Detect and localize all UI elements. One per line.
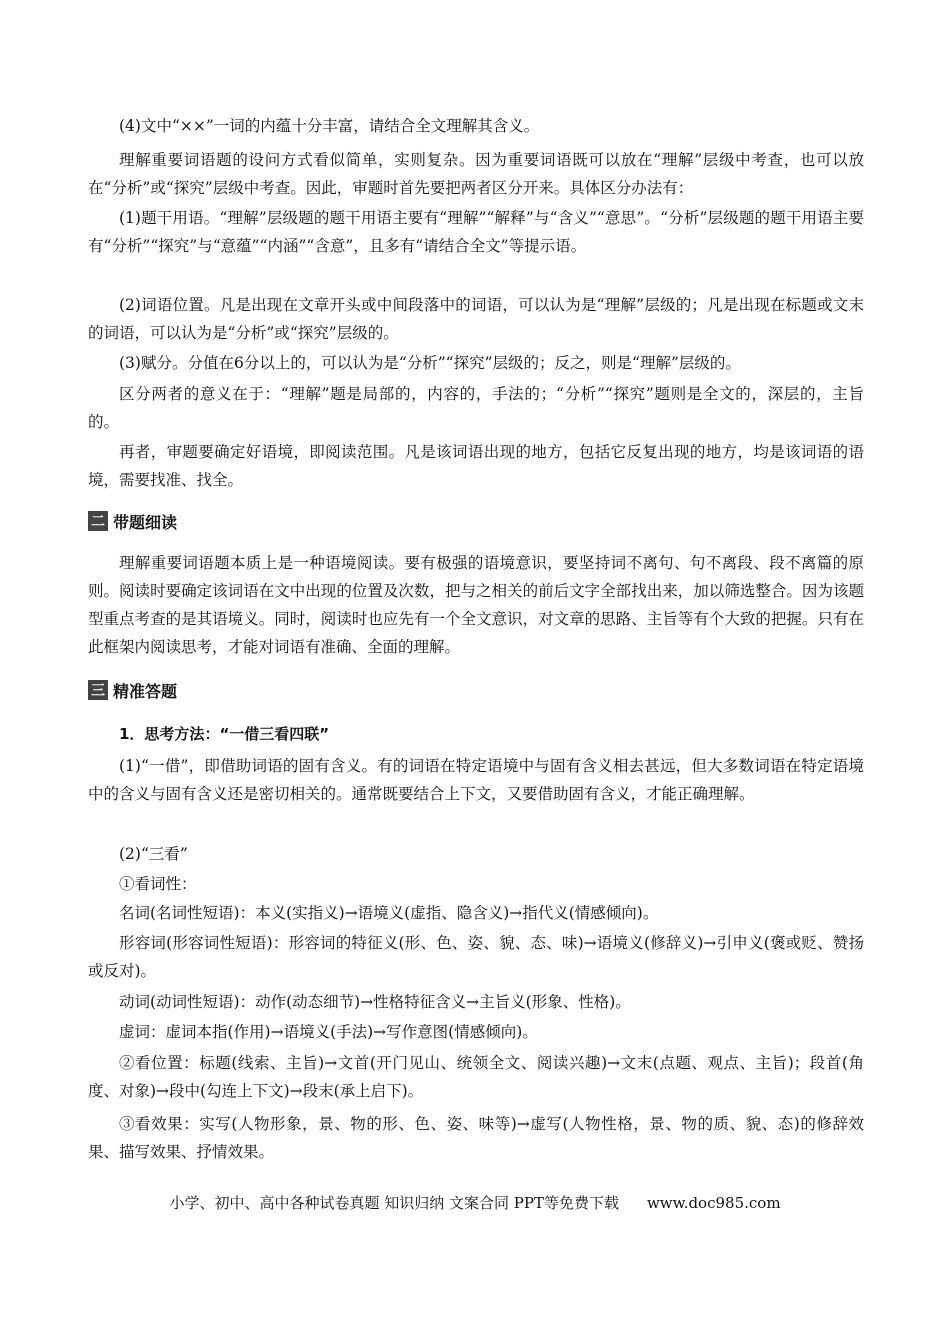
context-paragraph: 再者，审题要确定好语境，即阅读范围。凡是该词语出现的地方，包括它反复出现的地方，均是该词语的语境，需要找准、找全。 <box>88 443 864 489</box>
section-number-badge: 二 <box>88 511 108 531</box>
look-effect: ③看效果：实写(人物形象，景、物的形、色、姿、味等)→虚写(人物性格，景、物的质、貌、态)的修辞效果、描写效果、抒情效果。 <box>88 1115 864 1161</box>
footer-url[interactable]: www.doc985.com <box>646 1194 781 1212</box>
reading-paragraph: 理解重要词语题本质上是一种语境阅读。要有极强的语境意识，要坚持词不离句、句不离段、段不离篇的原则。阅读时要确定该词语在文中出现的位置及次数，把与之相关的前后文字全部找出来，加以筛选整合。因为该题型重点考查的是其语境义。同时，阅读时也应先有一个全文意识，对文章的思路、主旨等有个大致的把握。只有在此框架内阅读思考，才能对词语有准确、全面的理解。 <box>88 554 864 656</box>
adjective-rule: 形容词(形容词性短语)：形容词的特征义(形、色、姿、貌、态、味)→语境义(修辞义)→引申义(褒或贬、赞扬或反对)。 <box>88 934 864 980</box>
look-position: ②看位置：标题(线索、主旨)→文首(开门见山、统领全文、阅读兴趣)→文末(点题、观点、主旨)；段首(角度、对象)→段中(勾连上下文)→段末(承上启下)。 <box>88 1054 864 1100</box>
function-word-rule: 虚词：虚词本指(作用)→语境义(手法)→写作意图(情感倾向)。 <box>119 1023 538 1041</box>
section-number-badge: 三 <box>88 680 108 700</box>
significance-paragraph: 区分两者的意义在于：“理解”题是局部的，内容的，手法的；“分析”“探究”题则是全文的，深层的，主旨的。 <box>88 385 864 431</box>
intro-paragraph: 理解重要词语题的设问方式看似简单，实则复杂。因为重要词语既可以放在“理解”层级中考查，也可以放在“分析”或“探究”层级中考查。因此，审题时首先要把两者区分开来。具体区分办法有： <box>88 151 864 197</box>
noun-rule: 名词(名词性短语)：本义(实指义)→语境义(虚指、隐含义)→指代义(情感倾向)。 <box>119 904 659 922</box>
method-title: 1．思考方法：“一借三看四联” <box>119 725 330 743</box>
page-footer <box>0 1192 950 1213</box>
section-title: 带题细读 <box>113 512 178 532</box>
question-4: (4)文中“××”一词的内蕴十分丰富，请结合全文理解其含义。 <box>119 117 540 135</box>
three-looks-title: (2)“三看” <box>119 845 188 863</box>
section-title: 精准答题 <box>113 681 178 701</box>
verb-rule: 动词(动词性短语)：动作(动态细节)→性格特征含义→主旨义(形象、性格)。 <box>119 993 631 1011</box>
section-heading-3 <box>88 679 177 701</box>
section-heading-2 <box>88 510 177 532</box>
look-part-of-speech: ①看词性： <box>119 875 197 893</box>
point-2-position: (2)词语位置。凡是出现在文章开头或中间段落中的词语，可以认为是“理解”层级的；凡是出现在标题或文末的词语，可以认为是“分析”或“探究”层级的。 <box>88 296 864 342</box>
one-borrow-paragraph: (1)“一借”，即借助词语的固有含义。有的词语在特定语境中与固有含义相去甚远，但大多数词语在特定语境中的含义与固有含义还是密切相关的。通常既要结合上下文，又要借助固有含义，才能正确理解。 <box>88 757 864 803</box>
footer-text: 小学、初中、高中各种试卷真题 知识归纳 文案合同 PPT等免费下载 <box>169 1194 619 1212</box>
point-3-score: (3)赋分。分值在6分以上的，可以认为是“分析”“探究”层级的；反之，则是“理解”层级的。 <box>119 354 741 372</box>
point-1-wording: (1)题干用语。“理解”层级题的题干用语主要有“理解”“解释”与“含义”“意思”。“分析”层级题的题干用语主要有“分析”“探究”与“意蕴”“内涵”“含意”，且多有“请结合全文”等提示语。 <box>88 209 864 255</box>
